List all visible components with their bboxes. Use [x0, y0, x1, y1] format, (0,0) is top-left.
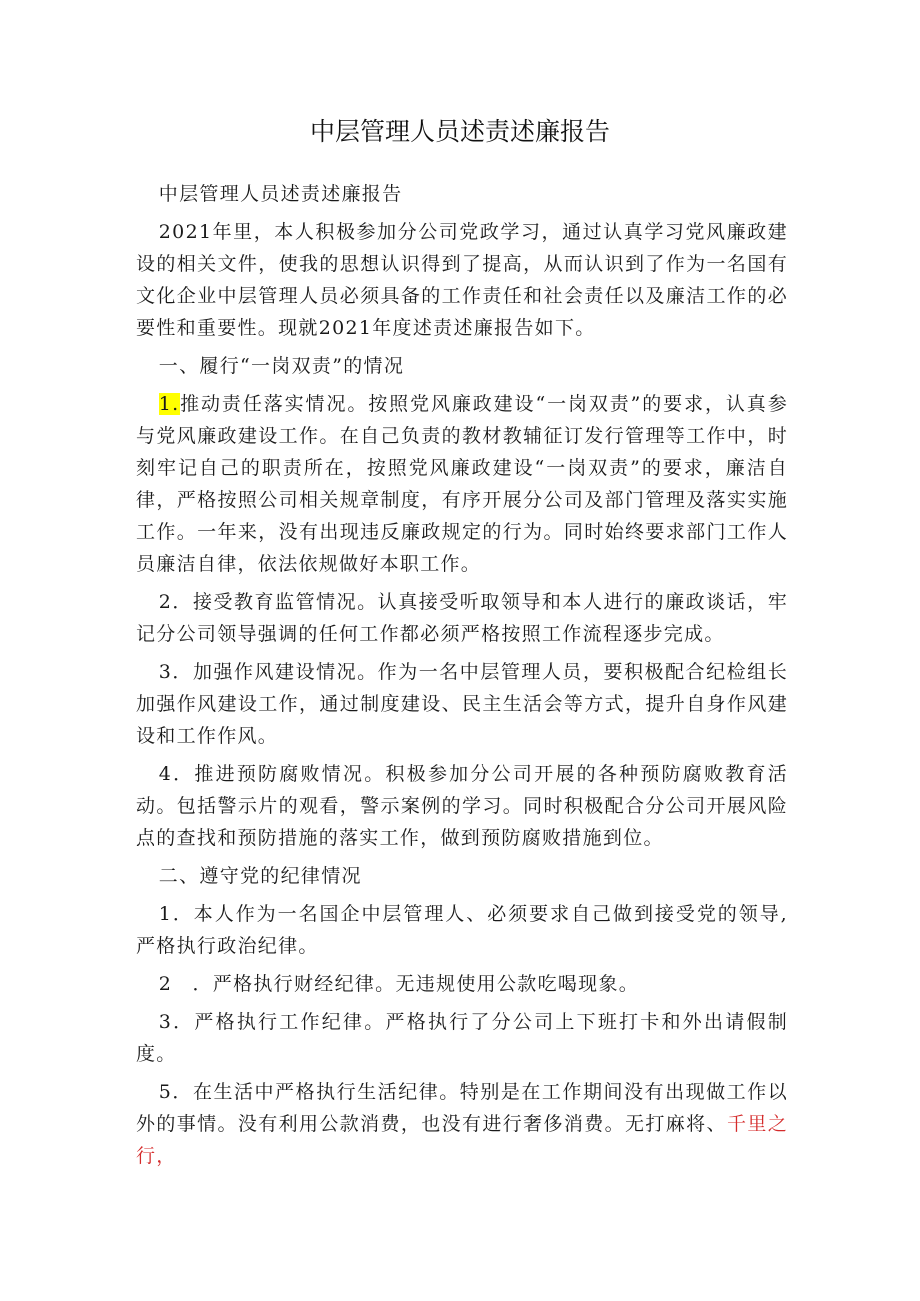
document-title: 中层管理人员述责述廉报告 — [309, 117, 610, 146]
section-heading-2: 二、遵守党的纪律情况 — [158, 865, 362, 887]
item-1-number: 1. — [158, 393, 180, 415]
paragraph-intro: 2021年里，本人积极参加分公司党政学习，通过认真学习党风廉政建设的相关文件，使我的思想认识得到了提高，从而认识到了作为一名国有文化企业中层管理人员必须具备的工作责任和社会责任以及廉洁工作的必要性和重要性。现就2021年度述责述廉报告如下。 — [136, 221, 788, 339]
discipline-item-2: 2 ．严格执行财经纪律。无违规使用公款吃喝现象。 — [158, 973, 640, 995]
paragraph-subtitle: 中层管理人员述责述廉报告 — [158, 183, 403, 205]
item-4-paragraph: 4．推进预防腐败情况。积极参加分公司开展的各种预防腐败教育活动。包括警示片的观看，警示案例的学习。同时积极配合分公司开展风险点的查找和预防措施的落实工作，做到预防腐败措施到位。 — [136, 763, 788, 849]
discipline-item-5-text: 5．在生活中严格执行生活纪律。特别是在工作期间没有出现做工作以外的事情。没有利用公款消费，也没有进行奢侈消费。无打麻将、 — [136, 1081, 788, 1135]
section-heading-1: 一、履行“一岗双责”的情况 — [158, 355, 405, 377]
red-text-fragment: 千里之行， — [136, 1113, 788, 1167]
item-1-paragraph — [136, 388, 788, 580]
item-1-text: 推动责任落实情况。按照党风廉政建设“一岗双责”的要求，认真参与党风廉政建设工作。在自己负责的教材教辅征订发行管理等工作中，时刻牢记自己的职责所在，按照党风廉政建设“一岗双责”的要求，廉洁自律，严格按照公司相关规章制度，有序开展分公司及部门管理及落实实施工作。一年来，没有出现违反廉政规定的行为。同时始终要求部门工作人员廉洁自律，依法依规做好本职工作。 — [136, 393, 788, 575]
discipline-item-5 — [136, 1076, 788, 1172]
discipline-item-3: 3．严格执行工作纪律。严格执行了分公司上下班打卡和外出请假制度。 — [136, 1011, 788, 1065]
discipline-item-1: 1．本人作为一名国企中层管理人、必须要求自己做到接受党的领导,严格执行政治纪律。 — [136, 903, 788, 957]
document-body — [136, 178, 788, 1178]
item-3-paragraph: 3．加强作风建设情况。作为一名中层管理人员，要积极配合纪检组长加强作风建设工作，通过制度建设、民主生活会等方式，提升自身作风建设和工作作风。 — [136, 661, 788, 747]
item-2-paragraph: 2．接受教育监管情况。认真接受听取领导和本人进行的廉政谈话，牢记分公司领导强调的任何工作都必须严格按照工作流程逐步完成。 — [136, 591, 788, 645]
